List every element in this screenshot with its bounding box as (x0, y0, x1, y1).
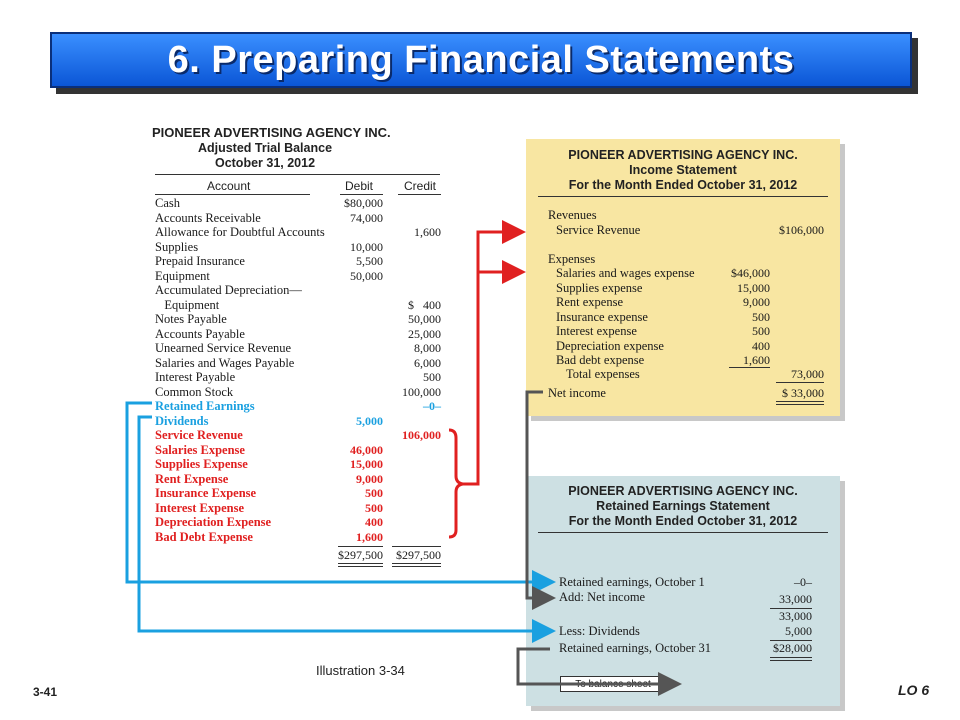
tb-row-account: Prepaid Insurance (155, 254, 245, 268)
is-total-expenses: 73,000 (791, 367, 824, 381)
tb-row-credit: 50,000 (408, 312, 441, 326)
tb-row-account: Allowance for Doubtful Accounts (155, 225, 325, 239)
tb-row-credit (385, 530, 441, 545)
is-expense-label: Bad debt expense (556, 353, 645, 367)
re-company: PIONEER ADVERTISING AGENCY INC. (568, 484, 798, 498)
tb-row-debit (330, 370, 383, 385)
retained-earnings-statement (526, 476, 840, 706)
re-rule (770, 657, 812, 658)
tb-row-account: Depreciation Expense (155, 515, 272, 529)
is-expense-amount: 1,600 (743, 353, 770, 367)
tb-row-debit: 15,000 (350, 457, 383, 471)
tb-company: PIONEER ADVERTISING AGENCY INC. (152, 125, 391, 140)
tb-row-credit (385, 472, 441, 487)
tb-row-credit (385, 515, 441, 530)
title-banner (50, 32, 912, 88)
tb-row-account: Equipment (155, 268, 210, 283)
page-number: 3-41 (33, 685, 58, 699)
is-expense-label: Salaries and wages expense (556, 266, 695, 280)
tb-row-debit (330, 428, 383, 443)
tb-row-credit (385, 486, 441, 501)
tb-row-debit: 500 (365, 500, 383, 515)
is-rule (538, 196, 828, 197)
tb-row-credit (385, 501, 441, 516)
is-revenues-label: Revenues (548, 208, 597, 222)
tb-row-credit (385, 196, 441, 211)
tb-total-dbl-rule (392, 566, 441, 567)
tb-subtitle: Adjusted Trial Balance (197, 141, 333, 155)
re-subtitle: Retained Earnings Statement (596, 499, 770, 513)
tb-row-credit: –0– (423, 399, 441, 413)
tb-date: October 31, 2012 (214, 156, 316, 170)
tb-row-account: Common Stock (155, 384, 234, 399)
tb-row-debit: 74,000 (350, 210, 383, 225)
tb-col-debit: Debit (345, 179, 374, 193)
tb-row-credit (385, 269, 441, 284)
is-total-rule (776, 382, 824, 383)
re-line-amount: $28,000 (773, 641, 812, 655)
re-line-label: Less: Dividends (559, 624, 640, 638)
tb-total-dbl-rule (392, 563, 441, 564)
tb-row-debit (330, 356, 383, 371)
tb-total-dbl-rule (338, 563, 383, 564)
tb-row-debit: 10,000 (350, 239, 383, 254)
is-expense-label: Depreciation expense (556, 338, 664, 353)
tb-row-debit: 1,600 (356, 529, 383, 544)
tb-row-account: Supplies Expense (155, 457, 248, 471)
is-company: PIONEER ADVERTISING AGENCY INC. (568, 148, 798, 162)
tb-row-debit (330, 283, 383, 298)
tb-row-account: Accounts Payable (155, 326, 245, 341)
re-line-amount: –0– (794, 575, 812, 589)
tb-row-account: Accounts Receivable (155, 210, 261, 225)
tb-row-credit: 8,000 (414, 341, 441, 355)
is-expense-rule (729, 367, 770, 368)
tb-row-debit (330, 327, 383, 342)
tb-total-rule (392, 546, 441, 547)
tb-row-debit (330, 385, 383, 400)
tb-row-debit: 500 (365, 486, 383, 500)
is-service-revenue-label: Service Revenue (556, 223, 641, 237)
is-service-revenue: $106,000 (779, 223, 824, 237)
is-subtitle: Income Statement (629, 163, 737, 177)
red-connector (463, 232, 520, 484)
tb-row-credit (385, 283, 441, 298)
tb-row-account: Cash (155, 196, 180, 210)
tb-row-account: Interest Payable (155, 370, 236, 384)
to-balance-sheet-box: To balance sheet (560, 676, 666, 692)
tb-row-debit (330, 312, 383, 327)
tb-row-credit: 6,000 (414, 355, 441, 370)
tb-col-rule (398, 194, 441, 195)
tb-row-credit (385, 443, 441, 458)
is-expense-amount: 15,000 (737, 280, 770, 295)
illustration-caption: Illustration 3-34 (316, 663, 405, 678)
tb-row-debit: 46,000 (350, 442, 383, 457)
tb-row-account: Dividends (155, 413, 209, 428)
is-expense-label: Supplies expense (556, 280, 643, 295)
is-total-expenses-label: Total expenses (566, 367, 640, 381)
tb-total-dbl-rule (338, 566, 383, 567)
tb-row-account: Salaries Expense (155, 442, 245, 457)
tb-rule (155, 174, 440, 175)
tb-row-debit (330, 399, 383, 414)
tb-row-credit (385, 240, 441, 255)
tb-row-debit: 50,000 (350, 268, 383, 283)
tb-row-credit (385, 457, 441, 472)
is-net-income-label: Net income (548, 386, 606, 400)
is-expense-amount: $46,000 (731, 266, 770, 280)
tb-row-account: Rent Expense (155, 471, 229, 486)
is-expense-label: Insurance expense (556, 309, 648, 324)
tb-row-account: Salaries and Wages Payable (155, 355, 295, 370)
tb-row-credit (385, 211, 441, 226)
tb-row-account: Insurance Expense (155, 486, 257, 500)
tb-row-credit: 1,600 (414, 225, 441, 239)
tb-row-account: Service Revenue (155, 428, 243, 442)
tb-row-account: Notes Payable (155, 312, 227, 326)
tb-row-account: Bad Debt Expense (155, 529, 253, 544)
tb-col-account: Account (207, 179, 251, 193)
tb-col-rule (340, 194, 383, 195)
revenue-expense-brace (449, 430, 463, 537)
tb-row-account: Equipment (155, 297, 220, 312)
re-line-amount: 33,000 (779, 592, 812, 606)
tb-row-debit: 5,500 (356, 254, 383, 268)
tb-row-debit: $80,000 (344, 196, 383, 210)
re-line-amount: 5,000 (785, 624, 812, 638)
is-expense-label: Rent expense (556, 295, 623, 309)
income-statement (526, 139, 840, 416)
slide-title: 6. Preparing Financial Statements (167, 38, 795, 81)
is-expense-amount: 9,000 (743, 295, 770, 309)
tb-row-account: Unearned Service Revenue (155, 341, 292, 355)
tb-row-credit: 25,000 (408, 326, 441, 341)
tb-row-account: Interest Expense (155, 500, 245, 515)
learning-objective: LO 6 (898, 682, 930, 698)
tb-row-debit (330, 341, 383, 356)
is-net-income: $ 33,000 (782, 386, 824, 400)
re-line-amount: 33,000 (779, 609, 812, 623)
tb-total-rule (338, 546, 383, 547)
tb-row-debit (330, 225, 383, 240)
tb-total-debit: $297,500 (338, 548, 383, 562)
tb-row-account: Accumulated Depreciation— (155, 283, 302, 297)
re-rule (538, 532, 828, 533)
tb-col-rule (155, 194, 310, 195)
tb-row-credit (385, 414, 441, 429)
re-line-label: Retained earnings, October 1 (559, 575, 705, 589)
re-period: For the Month Ended October 31, 2012 (568, 514, 798, 528)
tb-row-debit: 5,000 (356, 413, 383, 428)
tb-row-debit: 9,000 (356, 471, 383, 486)
is-net-income-rule (776, 401, 824, 402)
is-expense-amount: 500 (752, 309, 770, 324)
tb-row-credit: 500 (423, 370, 441, 384)
tb-row-credit: 106,000 (402, 428, 441, 442)
is-expense-amount: 400 (752, 338, 770, 353)
tb-row-debit (330, 298, 383, 313)
re-line-label: Retained earnings, October 31 (559, 641, 712, 655)
is-net-income-rule (776, 404, 824, 405)
is-expense-amount: 500 (752, 324, 770, 338)
is-period: For the Month Ended October 31, 2012 (568, 178, 798, 192)
tb-row-account: Retained Earnings (155, 399, 255, 413)
tb-row-account: Supplies (155, 239, 199, 254)
tb-row-debit: 400 (365, 515, 383, 529)
tb-row-credit: 100,000 (402, 384, 441, 399)
re-line-label: Add: Net income (559, 590, 646, 604)
tb-row-credit: $ 400 (408, 297, 441, 312)
is-expenses-label: Expenses (548, 252, 596, 266)
tb-row-credit (385, 254, 441, 269)
tb-total-credit: $297,500 (396, 548, 441, 562)
re-rule (770, 660, 812, 661)
is-expense-label: Interest expense (556, 324, 637, 338)
tb-col-credit: Credit (404, 179, 437, 193)
